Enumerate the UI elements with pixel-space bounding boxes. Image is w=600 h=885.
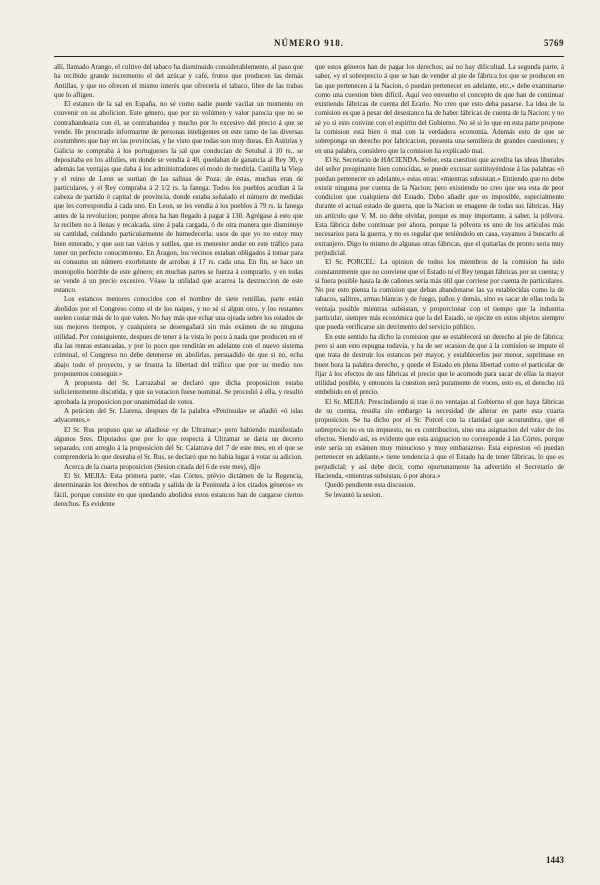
paragraph: A propuesta del Sr. Larrazabal se declaró que dicha proposicion estaba suficientemente discutida, y que su votacion fuese nominal. Se procedió á ella, y resultó aprobada la proposicion por unanimidad de votos. [54,379,303,406]
paragraph: Quedó pendiente esta discusion. [325,481,416,490]
page-number: 5769 [544,38,564,48]
paragraph: Acerca de la cuarta proposicion (Sesion citada del 6 de este mes), dijo [64,462,261,471]
issue-title: NÚMERO 918. [274,38,344,48]
header-rule [54,56,564,57]
paragraph: El Sr. Rus propuso que se añadiese «y de Ultramar;» pero habiendo manifestado algunos Sres. Diputados que por lo que respecta á Ultramar se daria un decreto separado, con arreglo á la proposicion del Sr. Calatrava del 7 de este mes, en el que se comprenderia lo que deseaba el Sr. Rus, se declaró que no habia lugar á votar su adicion. [54,425,303,462]
paragraph: El Sr. PORCEL: La opinion de todos los miembros de la comision ha sido constantemente que no conviene que el Estado ni el Rey tengan fábricas por su cuenta; y si fuera posible hasta la de cañones seria más útil que corriese por cuenta de particulares. No por esto piensa la comision que deban abandonarse las ya establecidas como la de tabacos, salitres, armas blancas y de fuego, paños y demás, sino es sacar de ellas toda la ventaja posible mientras subsistan, y proporcionar con el tiempo que la industria particular, siempre más económica que la del Estado, se ejecite en estos objetos siempre que pueda verificarse sin detrimento del servicio público. [315,258,564,332]
page-header [54,38,564,54]
paragraph: El Sr. Secretario de HACIENDA. Señor, esta cuestion que acredita las ideas liberales del señor preopinante bien conocidas, se puede excusar sustituyéndose á las palabras «ó puedan pertenecer en adelante,» estas otras: «mientras subsistan.» Entiendo que no debe existir ninguna por cuenta de la Nacion; pero existiendo no creo que sea esta de peor condicion que cualquiera del Estado. Debo añadir que es imposible, especialmente durante el actual estado de guerra, que la Nacion se enagene de todas sus fábricas. Hay un artículo que V. M. no debe olvidar, porque es muy importante, á saber, la pólvora. Esta fábrica debe continuar por ahora, porque la pólvora es uno de los artículos más necesarios para la guerra, y no es regular que teniéndolo en casa, vayamos á buscarlo al extranjero. Digo lo mismo de algunas otras fábricas, que el quitarlas de pronto seria muy perjudicial. [315,155,564,257]
paragraph: Se levantó la sesion. [325,490,383,499]
paragraph: El estanco de la sal en España, no sé como nadie puede vacilar un momento en convenir en su abolicion. Este género, que por su volúmen y valor parecia que no se contrabandearia con él, se contrabandea y mucho por lo excesivo del precio á que se vende. He procurado informarme de personas inteligentes en este ramo de las diversas costumbres que hay en las provincias, y he visto que todas son muy duras. En Astúrias y Galicia se compraba á los portugueses la sal que conducian de Setubal á 10 rs., se depositaba en los alfolíes, en donde se vendia á 40, quedaban de ganancia al Rey 30, y además las ventajas que daba á los administradores el modo de medirla. Castilla la Vieja y el reino de Leon se surtian de las salinas de Poza: de éstas, muchas eran de particulares, y el Rey compraba á 2 1/2 rs. la fanega. Todos los pueblos acudian á la cabeza de partido ó capital de provincia, donde estaba señalado el número de medidas que les correspondia á cada uno. En Leon, se les vendia á los pueblos á 79 rs. la fanega antes de la revolucion; porque ahora ha han llegado á pagar á 130. Agrégase á esto que la reciben no á llenas y recalcada, sino á pala cargada, ó de otra manera que disminuye su cantidad, cuidando particularmente de humedecerla: usos de que yo no estoy muy bien enterado, y que son tan varios y sutiles, que es menester andar en este tráfico para tener un perfecto conocimiento. En Aragon, los vecinos estaban obligados á tomar para su consumo un número exorbitante de arrobas á 17 rs. cada una. En fin, se hace un monopolio horrible de este género; en muchas partes se fuerza á comprarlo, y en todas se vende á un precio excesivo. Véase la utilidad que acarrea la destruccion de este estanco. [54,100,303,295]
paragraph: El Sr. MEJIA: Prescindiendo si trae ó no ventajas al Gobierno el que haya fábricas de su cuenta, resulta sin embargo la necesidad de alterar en parte esta cuarta proposicion. Se ha dicho por el Sr. Porcel con la claridad que acostumbra, que el sobreprecio no es un impuesto, no es contribucion, sino una asignacion del valor de los efectos. Siendo así, es evidente que esta asignacion no corresponde á las Córtes, porque este seria un exámen muy minucioso y muy embarazoso. Esta expresion «ó puedan pertenecer en adelante,» tiene tendencia á que el Estado ha de tener fábricas, lo que es perjudicial; y así debe decir, como oportunamente ha advertido el Secretario de Hacienda, «mientras subsistan, ó por ahora.» [315,397,564,481]
text-columns [54,63,564,853]
page-marker: 1443 [546,855,564,865]
left-column [54,63,303,853]
paragraph: A peticion del Sr. Llarena, despues de la palabra «Península» se añadió «ó islas adyacentes.» [54,406,303,425]
paragraph: que estos géneros han de pagar los derechos; así no hay dificultad. La segunda parte, á saber, «y el sobreprecio á que se han de vender al pie de fábrica los que se producen en las que pertenecen á la Nacion, ó puedan pertenecer en adelante, etc.,» debe examinarse como una cuestion bien difícil. Aquí veo envuelto el concepto de que han de continuar existiendo fábricas de cuenta del Erario. No creo que esto deba pasarse. La idea de la comision es que á pesar del desestanco ha de haber fábricas de cuenta de la Nacion; y no sé yo si esto convine con el espíritu del Gobierno. No sé si lo que en esta parte propone la comision está bien ó mal con la verdadera economía. Además esto de que se sobreponga un derecho por fabricacion, presenta una semiliera de grandes cuestiones; y en una palabra, considero que la comision ha explicado mal. [315,63,564,155]
paragraph: Los estancos menores conocidos con el nombre de siete rentillas, parte están abolidos por el Congreso como el de los naipes, y no sé si algun otro, y los restantes suelen costar más de lo que valen. No hay más que echar una ojeada sobre los estados de sus mejores tiempos, y cualquiera se desengañará sin más exámen de su ninguna utilidad. Por consiguiente, despues de tener á la vista lo poco á nada que producen en el dia las rentas estancadas, y por lo poco que rendirán en adelante con el nuevo sistema criminal, el Congreso no debe detenerse en abolirlas, persuadido de que si no, echa abajo todo el proyecto, y se frustra la libertad del tráfico que por su medio nos proponemos conseguir.» [54,295,303,378]
paragraph: El Sr. MEJIA: Esta primera parte, «las Córtes, prévio dictámen de la Regencia, determinarán los derechos de entrada y salida de la Península á los citados géneros» es fácil, porque consiste en que quedando abolidos estos estancos han de cargarse ciertos derechos. Es evidente [54,472,303,508]
right-column [315,63,564,853]
paragraph: En este sentido ha dicho la comision que se establecerá un derecho al pie de fábrica; pero si aun esto repugna todavía, y ha de ser ocasion de que á la comision se impute el que trata de destruir los estancos por mayor, y establecerlos por menor, suprímase en buen hora la palabra derecho, y quede el Estado en plena libertad como el particular de fijar á los efectos de sus fábricas el precio que le acomode para sacar de ellas la mayor utilidad posible, y entonces la cuestion será puramente de voces, esto es, el derecho irá embebido en el precio. [315,332,564,397]
paragraph: allí, llamado Arango, el cultivo del tabaco ha disminuido considerablemente, al paso que ha recibido grande incremento el del azúcar y café, frutos que producen las demás Antillas, y que no ofrecen el mismo interés que ofrecería el tabaco, libre de las trabas que lo afligen. [54,63,303,99]
